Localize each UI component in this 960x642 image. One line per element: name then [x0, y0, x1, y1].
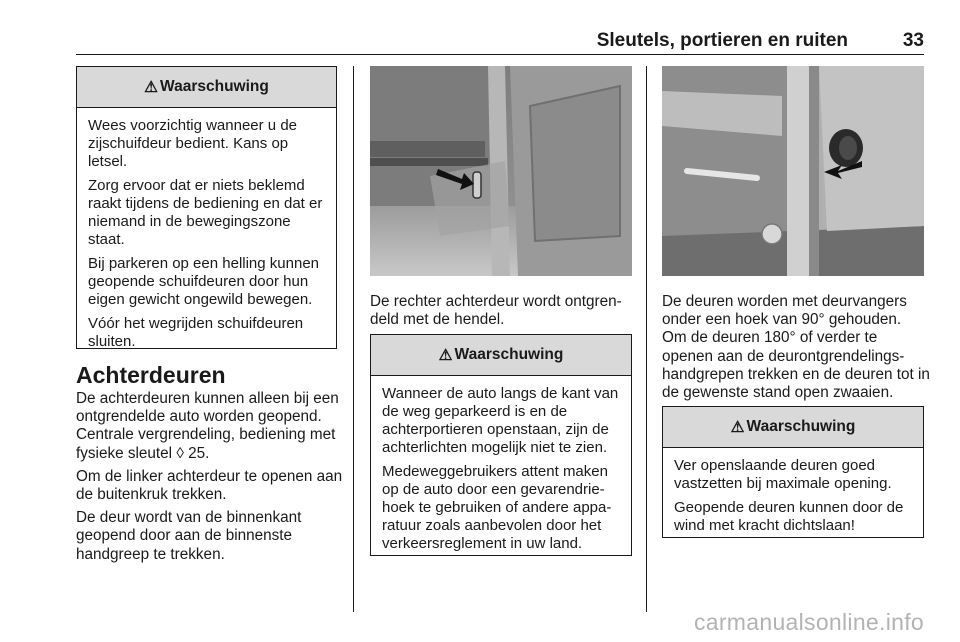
warning-paragraph: Geopende deuren kunnen door de wind met kracht dichtslaan! — [674, 499, 904, 534]
warning-body — [371, 376, 631, 561]
photo-caption: De rechter achterdeur wordt ontgren-deld met de hendel. — [370, 293, 622, 329]
warning-box-door-wind — [662, 406, 924, 538]
photo-rear-door-lever-drawing — [370, 66, 632, 276]
photo-door-release-handle — [662, 66, 924, 276]
warning-body — [77, 108, 336, 359]
warning-label: Waarschuwing — [160, 78, 269, 95]
warning-body — [663, 448, 923, 543]
warning-header — [371, 335, 631, 376]
photo-door-release-handle-drawing — [662, 66, 924, 276]
section-heading-achterdeuren: Achterdeuren — [76, 362, 226, 388]
warning-paragraph: Wanneer de auto langs de kant van de weg geparkeerd is en de achterportieren openstaan, zijn de achterlichten mogelijk niet te zien. — [382, 385, 619, 456]
warning-paragraph: Bij parkeren op een helling kunnen geopende schuifdeuren door hun eigen gewicht ongewild bewegen. — [88, 255, 319, 308]
column-divider-2 — [646, 66, 647, 612]
section-body — [76, 390, 344, 569]
header-rule — [76, 54, 924, 55]
warning-label: Waarschuwing — [746, 418, 856, 435]
warning-paragraph: Zorg ervoor dat er niets beklemd raakt tijdens de bediening en dat er niemand in de bewegingszone staat. — [88, 177, 323, 248]
warning-paragraph: Wees voorzichtig wanneer u de zijschuifdeur bedient. Kans op letsel. — [88, 117, 298, 170]
warning-triangle-icon: ⚠ — [730, 418, 745, 436]
warning-triangle-icon: ⚠ — [144, 78, 159, 96]
warning-box-sliding-door — [76, 66, 337, 349]
page-header-title: Sleutels, portieren en ruiten — [596, 30, 848, 51]
photo-rear-door-lever — [370, 66, 632, 276]
warning-box-rear-lights — [370, 334, 632, 556]
page-number: 33 — [902, 30, 924, 51]
column-divider-1 — [353, 66, 354, 612]
warning-paragraph: Medeweggebruikers attent maken op de auto door een gevarendrie-hoek te gebruiken of andere appa-ratuur zoals aanbevolen door het verkeersreglement in uw land. — [382, 463, 612, 552]
watermark: carmanualsonline.info — [693, 609, 924, 635]
photo-caption: De deuren worden met deurvangers onder een hoek van 90° gehouden. Om de deuren 180° of verder te openen aan de deurontgrendelings-handgrepen trekken en de deuren tot in de gewenste stand open zwaaien. — [662, 293, 930, 402]
body-paragraph: Om de linker achterdeur te openen aan de buitenkruk trekken. — [76, 467, 343, 504]
body-paragraph: De achterdeuren kunnen alleen bij een ontgrendelde auto worden geopend. Centrale vergrendeling, bediening met fysieke sleutel ◊ 25. — [76, 390, 339, 462]
warning-paragraph: Ver openslaande deuren goed vastzetten bij maximale opening. — [674, 457, 892, 492]
warning-label: Waarschuwing — [454, 346, 564, 363]
body-paragraph: De deur wordt van de binnenkant geopend door aan de binnenste handgreep te trekken. — [76, 509, 302, 563]
warning-header — [663, 407, 923, 448]
warning-triangle-icon: ⚠ — [438, 346, 453, 364]
warning-paragraph: Vóór het wegrijden schuifdeuren sluiten. — [88, 315, 304, 350]
warning-header — [77, 67, 336, 108]
